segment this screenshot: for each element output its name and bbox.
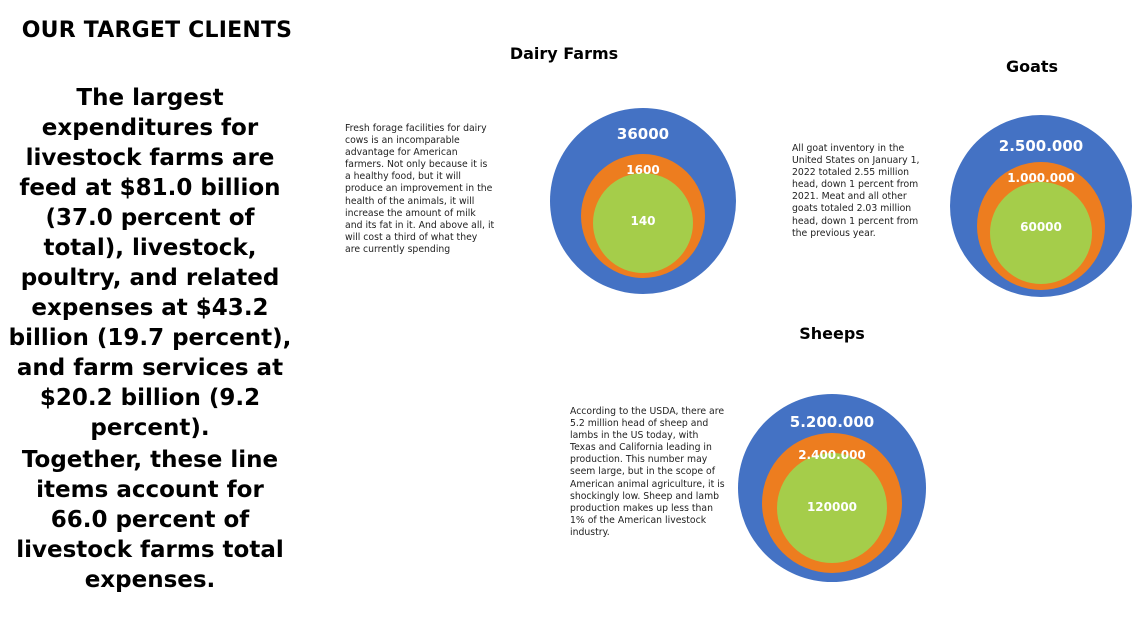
goats-inner-value: 60000 [1020,220,1062,234]
goats-middle-value: 1.000.000 [1007,171,1075,185]
dairy-title: Dairy Farms [509,44,619,63]
dairy-inner-value: 140 [630,214,656,228]
sheeps-circles [735,393,929,587]
goats-title: Goats [1005,57,1059,76]
dairy-outer-value: 36000 [616,125,670,143]
goats-outer-value: 2.500.000 [998,137,1084,155]
goats-circles [948,114,1134,300]
sheeps-outer-value: 5.200.000 [789,413,875,431]
sheeps-inner-value: 120000 [806,500,858,514]
expenditures-paragraph: The largest expenditures for livestock farms are feed at $81.0 billion (37.0 percent of total), livestock, poultry, and related expenses at $43.2 billion (19.7 percent), and farm services at $20.2 billion (9.2 percent). [8,85,292,441]
summary-paragraph: Together, these line items account for 66.0 percent of livestock farms total expenses. [16,447,284,593]
dairy-middle-value: 1600 [626,163,660,177]
dairy-circles [548,106,738,296]
sheeps-description: According to the USDA, there are 5.2 million head of sheep and lambs in the US today, with Texas and California leading in production. This number may seem large, but in the scope of American animal agriculture, it is shockingly low. Sheep and lamb production makes up less than 1% of the American livestock industry. [570,406,725,538]
sheeps-title: Sheeps [799,324,865,343]
page-heading: OUR TARGET CLIENTS [21,18,293,43]
goats-description: All goat inventory in the United States on January 1, 2022 totaled 2.55 million head, down 1 percent from 2021. Meat and all other goats totaled 2.03 million head, down 1 percent from the previous year. [792,143,920,239]
sheeps-middle-value: 2.400.000 [798,448,866,462]
dairy-description: Fresh forage facilities for dairy cows is an incomparable advantage for American farmers. Not only because it is a healthy food, but it will produce an improvement in the health of the animals, it will increase the amount of milk and its fat in it. And above all, it will cost a third of what they are currently spending [345,123,495,255]
